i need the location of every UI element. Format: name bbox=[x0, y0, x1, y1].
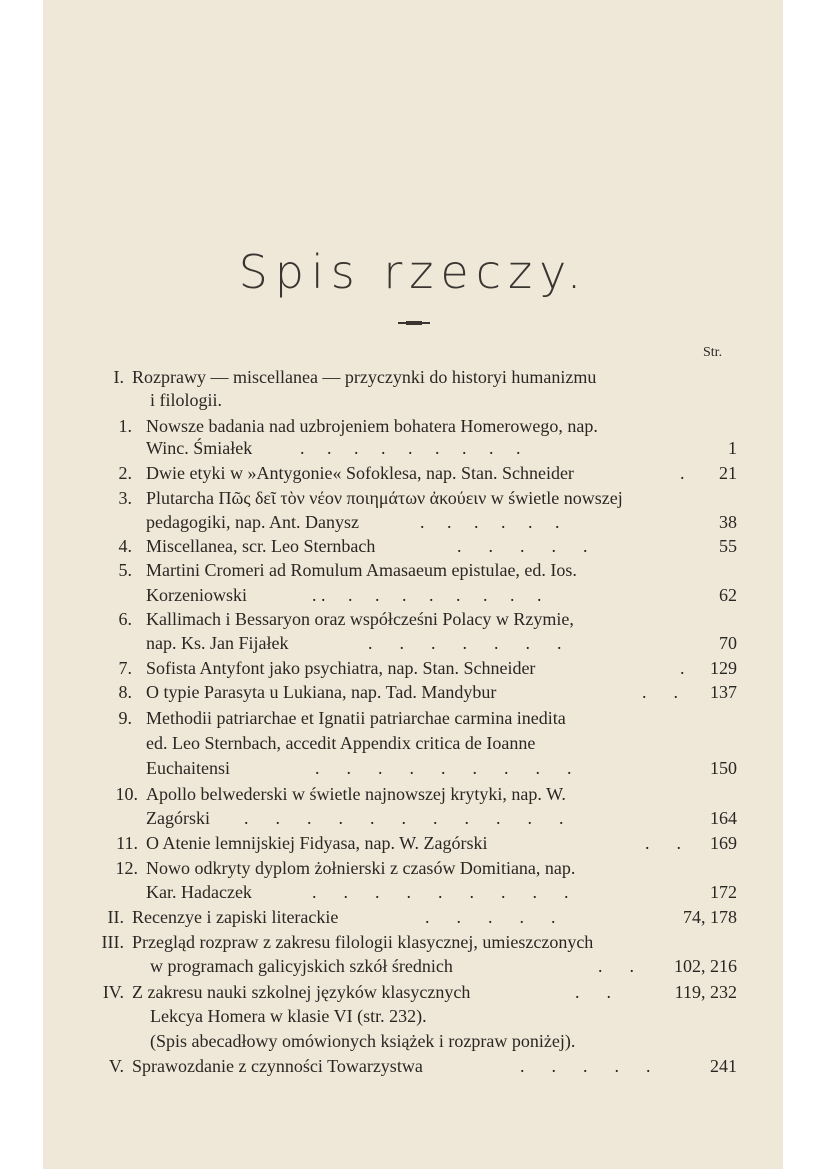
toc-page-number: 169 bbox=[710, 833, 737, 853]
dot-leader: . . . . . . . . . . . bbox=[244, 808, 564, 828]
dot-leader: . . . . . . . . . bbox=[312, 882, 569, 902]
toc-entry-number: IV. bbox=[102, 982, 124, 1002]
page-title: Spis rzeczy. bbox=[238, 245, 589, 299]
toc-entry-number: 7. bbox=[118, 658, 132, 678]
toc-page-number: 119, 232 bbox=[674, 982, 737, 1002]
toc-entry-text: Zagórski bbox=[146, 808, 210, 828]
toc-entry-number: 5. bbox=[118, 560, 132, 580]
toc-entry-text: Sofista Antyfont jako psychiatra, nap. Stan. Schneider bbox=[146, 658, 536, 678]
toc-page-number: 62 bbox=[719, 585, 737, 605]
toc-page-number: 241 bbox=[710, 1056, 737, 1076]
toc-page-number: 129 bbox=[710, 658, 737, 678]
toc-entry-number: 1. bbox=[118, 416, 132, 436]
toc-entry-text: Przegląd rozpraw z zakresu filologii klasycznej, umieszczonych bbox=[132, 932, 594, 952]
toc-entry-text: Kallimach i Bessaryon oraz współcześni Polacy w Rzymie, bbox=[146, 609, 574, 629]
dot-leader: . . . . . bbox=[520, 1056, 651, 1076]
dot-leader: . . bbox=[645, 833, 681, 853]
toc-entry-number: 3. bbox=[118, 488, 132, 508]
toc-page-number: 102, 216 bbox=[674, 956, 737, 976]
dot-leader: . bbox=[680, 658, 685, 678]
toc-entry-text: Miscellanea, scr. Leo Sternbach bbox=[146, 536, 376, 556]
toc-entry-number: 6. bbox=[118, 609, 132, 629]
dot-leader: . bbox=[680, 463, 685, 483]
toc-entry-number: III. bbox=[101, 932, 124, 952]
dot-leader: . . . . . . . . . bbox=[315, 758, 572, 778]
toc-entry-number: II. bbox=[107, 907, 124, 927]
toc-entry-text: Euchaitensi bbox=[146, 758, 230, 778]
dot-leader: . . . . . . . . . bbox=[300, 438, 521, 458]
toc-entry-number: V. bbox=[108, 1056, 124, 1076]
toc-page-number: 164 bbox=[710, 808, 737, 828]
toc-page-number: 137 bbox=[710, 682, 737, 702]
toc-entry-number: I. bbox=[113, 367, 124, 387]
toc-entry-text: Z zakresu nauki szkolnej języków klasycznych bbox=[132, 982, 471, 1002]
toc-page-number: 150 bbox=[710, 758, 737, 778]
toc-page-number: 172 bbox=[710, 882, 737, 902]
toc-entry-text: Recenzye i zapiski literackie bbox=[132, 907, 339, 927]
toc-entry-text: O Atenie lemnijskiej Fidyasa, nap. W. Zagórski bbox=[146, 833, 488, 853]
toc-entry-text: Martini Cromeri ad Romulum Amasaeum epistulae, ed. Ios. bbox=[146, 560, 577, 580]
toc-entry-number: 2. bbox=[118, 463, 132, 483]
toc-entry-text: Winc. Śmiałek bbox=[146, 438, 253, 458]
toc-page-number: 1 bbox=[728, 438, 737, 458]
dot-leader: . . . . . . . bbox=[368, 633, 562, 653]
toc-page-number: 38 bbox=[719, 512, 737, 532]
dot-leader: . . . . . . bbox=[420, 512, 560, 532]
toc-page-number: 74, 178 bbox=[683, 907, 737, 927]
toc-entry-text: i filologii. bbox=[150, 390, 222, 410]
toc-entry-text: Lekcya Homera w klasie VI (str. 232). bbox=[150, 1006, 427, 1026]
dot-leader: . . . . . bbox=[457, 536, 588, 556]
toc-entry-text: Plutarcha Πῶς δεῖ τὸν νέον ποιημάτων ἀκούειν w świetle nowszej bbox=[146, 488, 623, 508]
dot-leader: . . bbox=[575, 982, 611, 1002]
dot-leader: . . . . . . . . . . bbox=[312, 585, 542, 605]
toc-entry-text: Sprawozdanie z czynności Towarzystwa bbox=[132, 1056, 423, 1076]
toc-entry-number: 9. bbox=[118, 708, 132, 728]
toc-entry-text: Methodii patriarchae et Ignatii patriarchae carmina inedita bbox=[146, 708, 566, 728]
toc-entry-text: Dwie etyki w »Antygonie« Sofoklesa, nap. Stan. Schneider bbox=[146, 463, 574, 483]
toc-entry-text: Korzeniowski bbox=[146, 585, 247, 605]
toc-entry-number: 12. bbox=[115, 858, 138, 878]
toc-entry-text: Apollo belwederski w świetle najnowszej krytyki, nap. W. bbox=[146, 784, 566, 804]
toc-page-number: 70 bbox=[719, 633, 737, 653]
toc-entry-number: 8. bbox=[118, 682, 132, 702]
toc-entry-text: pedagogiki, nap. Ant. Danysz bbox=[146, 512, 359, 532]
toc-entry-text: Kar. Hadaczek bbox=[146, 882, 252, 902]
toc-entry-number: 11. bbox=[116, 833, 138, 853]
toc-entry-text: nap. Ks. Jan Fijałek bbox=[146, 633, 289, 653]
toc-entry-text: ed. Leo Sternbach, accedit Appendix critica de Ioanne bbox=[146, 733, 536, 753]
toc-entry-text: w programach galicyjskich szkół średnich bbox=[150, 956, 453, 976]
dot-leader: . . bbox=[642, 682, 678, 702]
toc-entry-text: O typie Parasyta u Lukiana, nap. Tad. Mandybur bbox=[146, 682, 497, 702]
dot-leader: . . . . . bbox=[425, 907, 556, 927]
toc-entry-text: Nowsze badania nad uzbrojeniem bohatera Homerowego, nap. bbox=[146, 416, 598, 436]
toc-entry-number: 10. bbox=[115, 784, 138, 804]
page-column-label: Str. bbox=[703, 345, 723, 360]
toc-page-number: 55 bbox=[719, 536, 737, 556]
toc-entry-text: Nowo odkryty dyplom żołnierski z czasów Domitiana, nap. bbox=[146, 858, 576, 878]
toc-entry-number: 4. bbox=[118, 536, 132, 556]
toc-page-number: 21 bbox=[719, 463, 737, 483]
toc-entry-text: (Spis abecadłowy omówionych książek i rozpraw poniżej). bbox=[150, 1031, 576, 1051]
toc-entry-text: Rozprawy — miscellanea — przyczynki do historyi humanizmu bbox=[132, 367, 597, 387]
dot-leader: . . bbox=[598, 956, 634, 976]
